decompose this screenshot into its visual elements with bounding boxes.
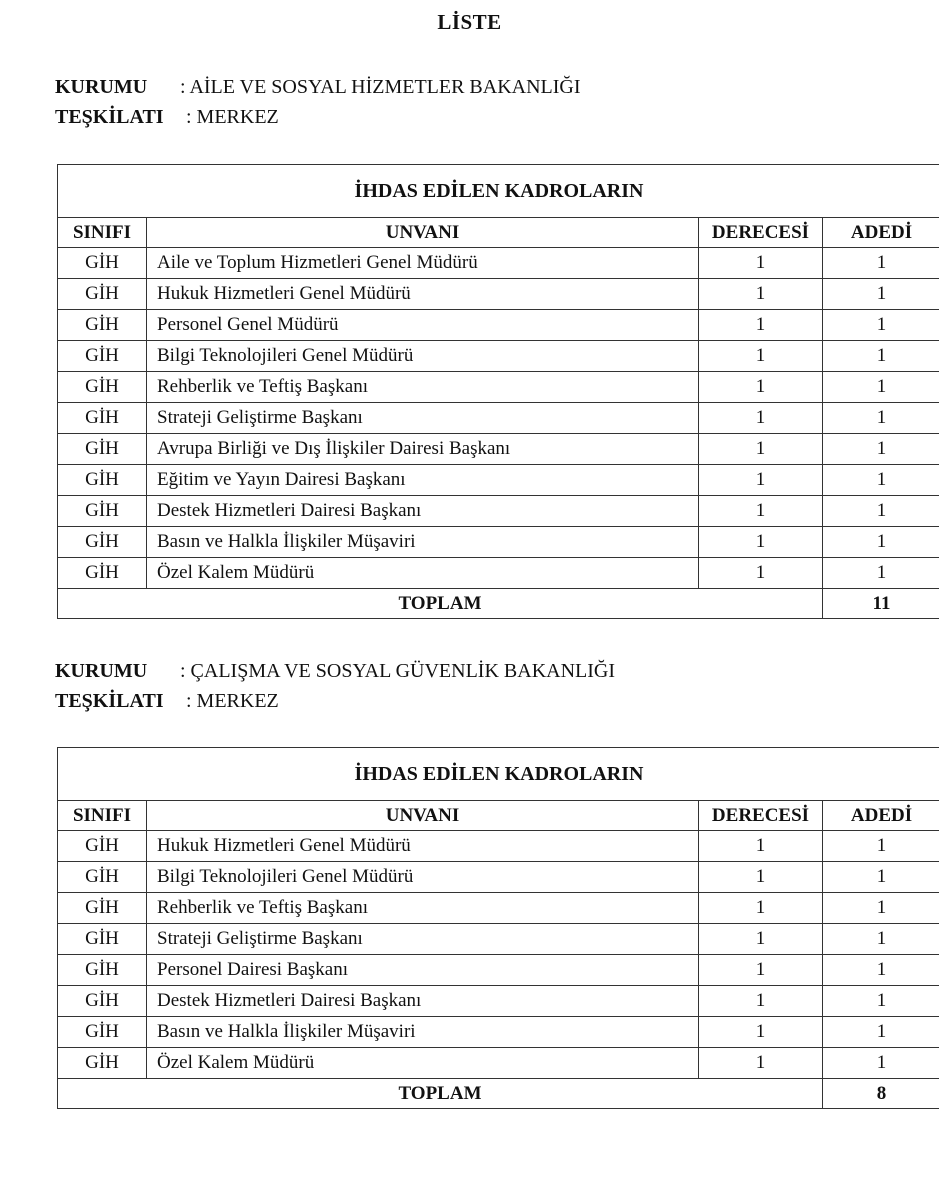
table-row bbox=[58, 434, 939, 465]
cell-unvani: Hukuk Hizmetleri Genel Müdürü bbox=[147, 831, 699, 862]
cell-sinifi: GİH bbox=[58, 248, 147, 279]
table-row bbox=[58, 1048, 939, 1079]
table-body bbox=[58, 248, 939, 589]
cell-derecesi: 1 bbox=[699, 924, 823, 955]
table-row bbox=[58, 955, 939, 986]
cell-derecesi: 1 bbox=[699, 341, 823, 372]
cell-sinifi: GİH bbox=[58, 465, 147, 496]
cell-derecesi: 1 bbox=[699, 986, 823, 1017]
column-header-adedi: ADEDİ bbox=[823, 218, 939, 248]
cell-adedi: 1 bbox=[823, 924, 939, 955]
kurum-label: KURUMU bbox=[55, 76, 148, 98]
cell-derecesi: 1 bbox=[699, 831, 823, 862]
column-header-derecesi: DERECESİ bbox=[699, 218, 823, 248]
cell-derecesi: 1 bbox=[699, 496, 823, 527]
kurum-value: : AİLE VE SOSYAL HİZMETLER BAKANLIĞI bbox=[180, 76, 581, 98]
cell-sinifi: GİH bbox=[58, 372, 147, 403]
cell-adedi: 1 bbox=[823, 986, 939, 1017]
column-header-adedi: ADEDİ bbox=[823, 801, 939, 831]
table-row bbox=[58, 527, 939, 558]
cell-derecesi: 1 bbox=[699, 558, 823, 589]
section-1-info bbox=[55, 72, 581, 132]
table-row bbox=[58, 862, 939, 893]
teskilat-line bbox=[55, 102, 581, 132]
table-row bbox=[58, 986, 939, 1017]
total-label: TOPLAM bbox=[58, 589, 823, 619]
cell-unvani: Özel Kalem Müdürü bbox=[147, 558, 699, 589]
table-body bbox=[58, 831, 939, 1079]
cell-derecesi: 1 bbox=[699, 893, 823, 924]
kurum-line bbox=[55, 72, 581, 102]
cell-derecesi: 1 bbox=[699, 434, 823, 465]
column-header-sinifi: SINIFI bbox=[58, 218, 147, 248]
cell-adedi: 1 bbox=[823, 1048, 939, 1079]
cell-adedi: 1 bbox=[823, 372, 939, 403]
cell-sinifi: GİH bbox=[58, 1017, 147, 1048]
cell-unvani: Destek Hizmetleri Dairesi Başkanı bbox=[147, 496, 699, 527]
cell-adedi: 1 bbox=[823, 831, 939, 862]
cell-sinifi: GİH bbox=[58, 955, 147, 986]
cell-unvani: Rehberlik ve Teftiş Başkanı bbox=[147, 893, 699, 924]
kurum-value: : ÇALIŞMA VE SOSYAL GÜVENLİK BAKANLIĞI bbox=[180, 660, 615, 682]
column-header-sinifi: SINIFI bbox=[58, 801, 147, 831]
cell-adedi: 1 bbox=[823, 248, 939, 279]
cell-sinifi: GİH bbox=[58, 862, 147, 893]
table-row bbox=[58, 496, 939, 527]
table-row bbox=[58, 248, 939, 279]
cell-sinifi: GİH bbox=[58, 924, 147, 955]
cell-sinifi: GİH bbox=[58, 831, 147, 862]
cell-derecesi: 1 bbox=[699, 465, 823, 496]
section-2-info bbox=[55, 656, 615, 716]
table-row bbox=[58, 1017, 939, 1048]
table-row bbox=[58, 310, 939, 341]
column-header-unvani: UNVANI bbox=[147, 801, 699, 831]
cell-adedi: 1 bbox=[823, 955, 939, 986]
cell-adedi: 1 bbox=[823, 496, 939, 527]
cell-unvani: Personel Genel Müdürü bbox=[147, 310, 699, 341]
table-row bbox=[58, 372, 939, 403]
cell-adedi: 1 bbox=[823, 310, 939, 341]
cell-adedi: 1 bbox=[823, 558, 939, 589]
cell-unvani: Eğitim ve Yayın Dairesi Başkanı bbox=[147, 465, 699, 496]
teskilat-label: TEŞKİLATI bbox=[55, 106, 164, 128]
cell-unvani: Personel Dairesi Başkanı bbox=[147, 955, 699, 986]
cell-adedi: 1 bbox=[823, 893, 939, 924]
cell-derecesi: 1 bbox=[699, 372, 823, 403]
cell-unvani: Rehberlik ve Teftiş Başkanı bbox=[147, 372, 699, 403]
table-row bbox=[58, 341, 939, 372]
teskilat-label: TEŞKİLATI bbox=[55, 690, 164, 712]
table-row bbox=[58, 893, 939, 924]
table-row bbox=[58, 465, 939, 496]
cell-unvani: Özel Kalem Müdürü bbox=[147, 1048, 699, 1079]
cell-sinifi: GİH bbox=[58, 434, 147, 465]
table-row bbox=[58, 924, 939, 955]
cell-adedi: 1 bbox=[823, 434, 939, 465]
kadro-table-2 bbox=[57, 747, 939, 1109]
cell-unvani: Strateji Geliştirme Başkanı bbox=[147, 403, 699, 434]
cell-sinifi: GİH bbox=[58, 893, 147, 924]
table-row bbox=[58, 831, 939, 862]
total-label: TOPLAM bbox=[58, 1079, 823, 1109]
kurum-line bbox=[55, 656, 615, 686]
cell-sinifi: GİH bbox=[58, 558, 147, 589]
cell-adedi: 1 bbox=[823, 862, 939, 893]
teskilat-value: : MERKEZ bbox=[186, 690, 279, 712]
page-title: LİSTE bbox=[437, 10, 502, 34]
table-row bbox=[58, 558, 939, 589]
cell-sinifi: GİH bbox=[58, 403, 147, 434]
cell-unvani: Bilgi Teknolojileri Genel Müdürü bbox=[147, 341, 699, 372]
cell-unvani: Avrupa Birliği ve Dış İlişkiler Dairesi Başkanı bbox=[147, 434, 699, 465]
total-value: 8 bbox=[823, 1079, 939, 1109]
cell-derecesi: 1 bbox=[699, 862, 823, 893]
cell-unvani: Basın ve Halkla İlişkiler Müşaviri bbox=[147, 527, 699, 558]
cell-derecesi: 1 bbox=[699, 279, 823, 310]
total-value: 11 bbox=[823, 589, 939, 619]
cell-adedi: 1 bbox=[823, 279, 939, 310]
column-header-derecesi: DERECESİ bbox=[699, 801, 823, 831]
cell-adedi: 1 bbox=[823, 1017, 939, 1048]
teskilat-line bbox=[55, 686, 615, 716]
cell-sinifi: GİH bbox=[58, 986, 147, 1017]
cell-unvani: Destek Hizmetleri Dairesi Başkanı bbox=[147, 986, 699, 1017]
cell-unvani: Aile ve Toplum Hizmetleri Genel Müdürü bbox=[147, 248, 699, 279]
cell-adedi: 1 bbox=[823, 527, 939, 558]
table-row bbox=[58, 403, 939, 434]
column-header-unvani: UNVANI bbox=[147, 218, 699, 248]
table-caption: İHDAS EDİLEN KADROLARIN bbox=[58, 748, 939, 801]
cell-derecesi: 1 bbox=[699, 310, 823, 341]
cell-unvani: Strateji Geliştirme Başkanı bbox=[147, 924, 699, 955]
cell-sinifi: GİH bbox=[58, 1048, 147, 1079]
teskilat-value: : MERKEZ bbox=[186, 106, 279, 128]
cell-derecesi: 1 bbox=[699, 1048, 823, 1079]
cell-unvani: Basın ve Halkla İlişkiler Müşaviri bbox=[147, 1017, 699, 1048]
cell-sinifi: GİH bbox=[58, 310, 147, 341]
cell-derecesi: 1 bbox=[699, 1017, 823, 1048]
table-row bbox=[58, 279, 939, 310]
cell-sinifi: GİH bbox=[58, 527, 147, 558]
cell-derecesi: 1 bbox=[699, 527, 823, 558]
cell-adedi: 1 bbox=[823, 403, 939, 434]
cell-sinifi: GİH bbox=[58, 279, 147, 310]
cell-adedi: 1 bbox=[823, 341, 939, 372]
table-caption: İHDAS EDİLEN KADROLARIN bbox=[58, 165, 939, 218]
cell-unvani: Hukuk Hizmetleri Genel Müdürü bbox=[147, 279, 699, 310]
cell-adedi: 1 bbox=[823, 465, 939, 496]
cell-sinifi: GİH bbox=[58, 496, 147, 527]
kadro-table-1 bbox=[57, 164, 939, 619]
cell-derecesi: 1 bbox=[699, 955, 823, 986]
cell-derecesi: 1 bbox=[699, 403, 823, 434]
cell-sinifi: GİH bbox=[58, 341, 147, 372]
cell-derecesi: 1 bbox=[699, 248, 823, 279]
cell-unvani: Bilgi Teknolojileri Genel Müdürü bbox=[147, 862, 699, 893]
kurum-label: KURUMU bbox=[55, 660, 148, 682]
